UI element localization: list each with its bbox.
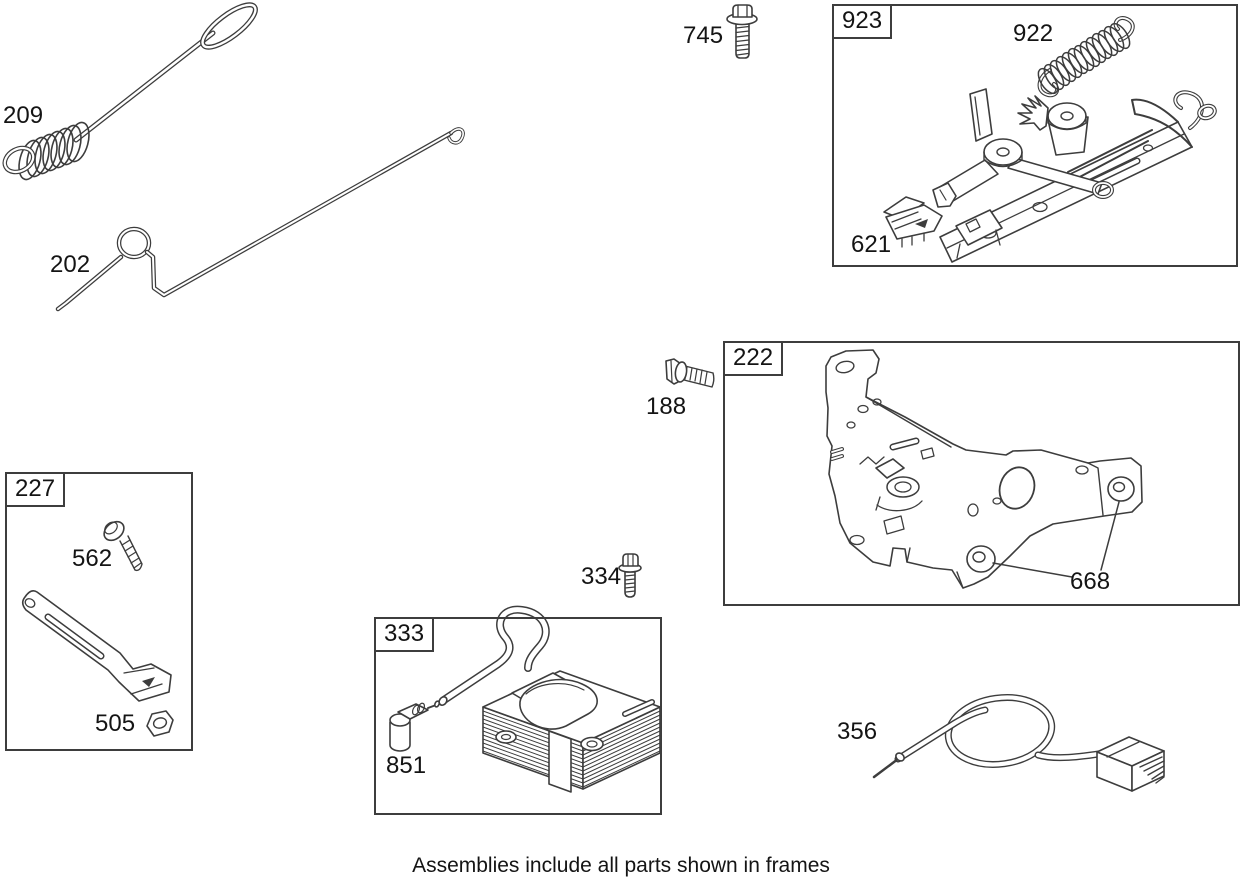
- part-334-bolt-drawing: [619, 554, 641, 597]
- caption: Assemblies include all parts shown in frames: [412, 854, 830, 877]
- part-label-745: 745: [683, 22, 724, 49]
- part-label-621: 621: [851, 231, 892, 258]
- frame-222: [723, 341, 1240, 606]
- part-label-668: 668: [1070, 568, 1111, 595]
- part-356-wire-drawing: [874, 691, 1164, 791]
- part-202-link-wire-drawing: [58, 129, 463, 309]
- part-745-screw-drawing: [727, 5, 757, 58]
- part-label-188: 188: [646, 393, 687, 420]
- part-label-209: 209: [3, 102, 44, 129]
- wire-connector-drawing: [1097, 737, 1164, 791]
- part-label-202: 202: [50, 251, 91, 278]
- part-label-356: 356: [837, 718, 878, 745]
- frame-227-label: 227: [5, 472, 65, 507]
- part-label-505: 505: [95, 710, 136, 737]
- part-label-922: 922: [1013, 20, 1054, 47]
- part-209-spring-link-drawing: [1, 0, 262, 182]
- part-label-562: 562: [72, 545, 113, 572]
- part-188-bolt-drawing: [666, 359, 714, 387]
- frame-333: [374, 617, 662, 815]
- frame-333-label: 333: [374, 617, 434, 652]
- part-label-851: 851: [386, 752, 427, 779]
- frame-222-label: 222: [723, 341, 783, 376]
- part-label-334: 334: [581, 563, 622, 590]
- frame-923-label: 923: [832, 4, 892, 39]
